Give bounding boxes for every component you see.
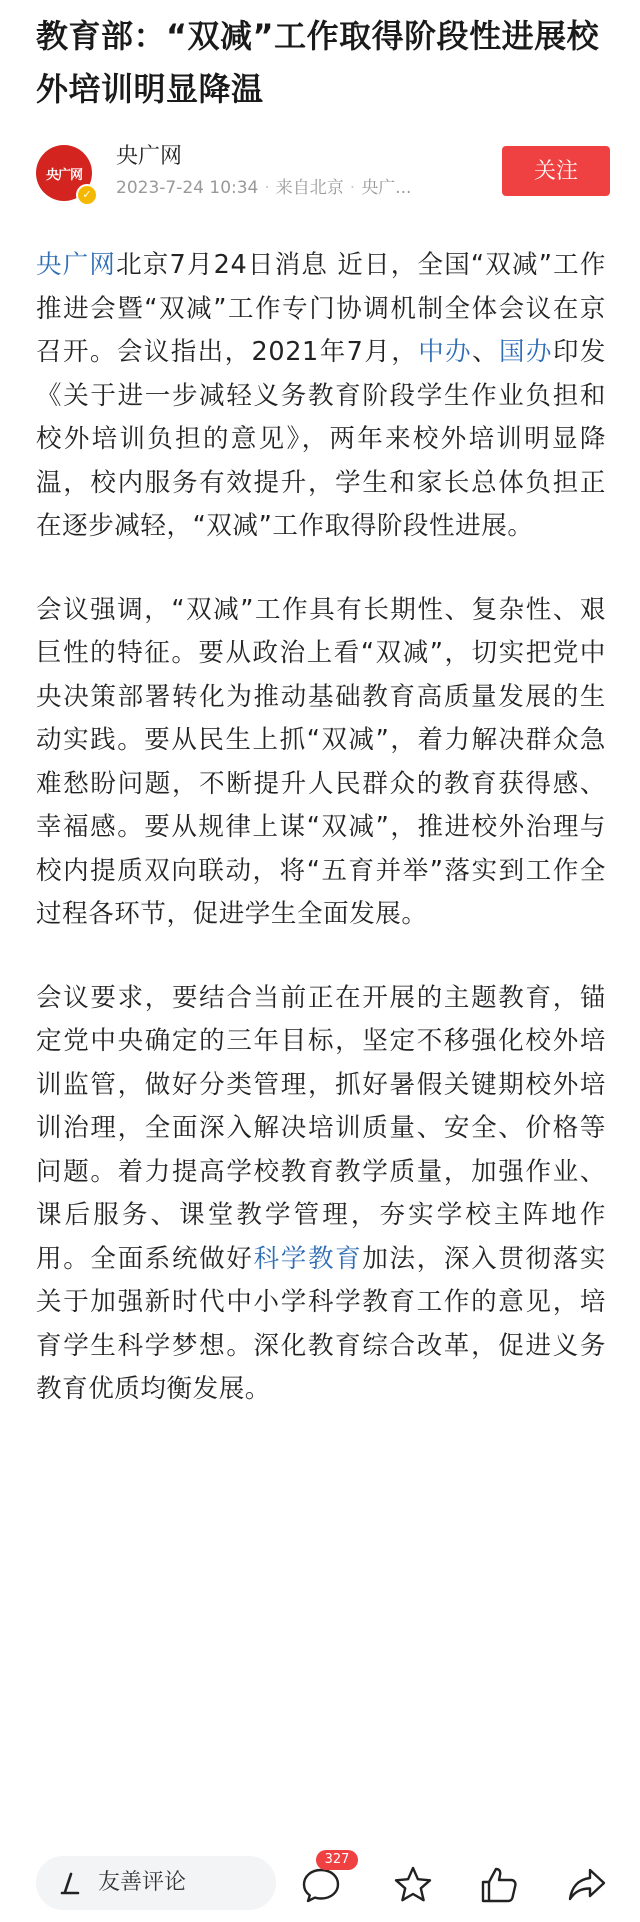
inline-link[interactable]: 国办: [499, 337, 553, 367]
share-icon[interactable]: [566, 1864, 608, 1906]
article-paragraph: [36, 589, 606, 937]
article-meta: [116, 176, 411, 200]
comment-placeholder: 友善评论: [98, 1870, 187, 1895]
follow-button[interactable]: 关注: [502, 146, 610, 196]
comment-input[interactable]: [36, 1856, 276, 1910]
bottom-bar: [0, 1846, 640, 1922]
author-name[interactable]: 央广网: [116, 144, 183, 169]
star-icon[interactable]: [392, 1864, 434, 1906]
paragraph-text: 会议要求，要结合当前正在开展的主题教育，锚定党中央确定的三年目标，坚定不移强化校外培训监管，做好分类管理，抓好暑假关键期校外培训治理，全面深入解决培训质量、安全、价格等问题。着力提高学校教育教学质量，加强作业、课后服务、课堂教学管理，夯实学校主阵地作用。全面系统做好: [36, 982, 606, 1274]
paragraph-text: 北京7月24日消息 近日，全国“双减”工作推进会暨“双减”工作专门协调机制全体会议在京召开。会议指出，2021年7月，: [36, 250, 606, 367]
article-paragraph: [36, 244, 606, 549]
publish-time: 2023-7-24 10:34: [116, 178, 259, 198]
inline-link[interactable]: 中办: [418, 337, 473, 367]
article-source: 央广...: [361, 178, 412, 198]
article-body: [36, 244, 606, 1452]
inline-link[interactable]: 央广网: [36, 250, 117, 280]
author-row: [36, 142, 610, 204]
verified-badge-icon: ✓: [76, 184, 98, 206]
pen-icon: [58, 1870, 84, 1896]
paragraph-text: 会议强调，“双减”工作具有长期性、复杂性、艰巨性的特征。要从政治上看“双减”，切实把党中央决策部署转化为推动基础教育高质量发展的生动实践。要从民生上抓“双减”，着力解决群众急难愁盼问题，不断提升人民群众的教育获得感、幸福感。要从规律上谋“双减”，推进校外治理与校内提质双向联动，将“五育并举”落实到工作全过程各环节，促进学生全面发展。: [36, 594, 606, 929]
paragraph-text: 印发《关于进一步减轻义务教育阶段学生作业负担和校外培训负担的意见》，两年来校外培训明显降温，校内服务有效提升，学生和家长总体负担正在逐步减轻，“双减”工作取得阶段性进展。: [36, 337, 606, 541]
paragraph-text: 、: [472, 337, 500, 367]
publish-location: 来自北京: [275, 178, 344, 198]
meta-separator: ·: [264, 178, 270, 198]
inline-link[interactable]: 科学教育: [253, 1243, 363, 1274]
article-paragraph: [36, 977, 606, 1412]
article-title: 教育部：“双减”工作取得阶段性进展校外培训明显降温: [36, 17, 600, 108]
avatar-text: 央广网: [45, 167, 82, 183]
paragraph-text: 加法，深入贯彻落实关于加强新时代中小学科学教育工作的意见，培育学生科学梦想。深化教育综合改革，促进义务教育优质均衡发展。: [36, 1243, 606, 1404]
meta-separator: ·: [349, 178, 356, 198]
comment-icon[interactable]: [300, 1864, 342, 1906]
comment-count-badge: 327: [316, 1850, 358, 1870]
like-icon[interactable]: [478, 1864, 520, 1906]
